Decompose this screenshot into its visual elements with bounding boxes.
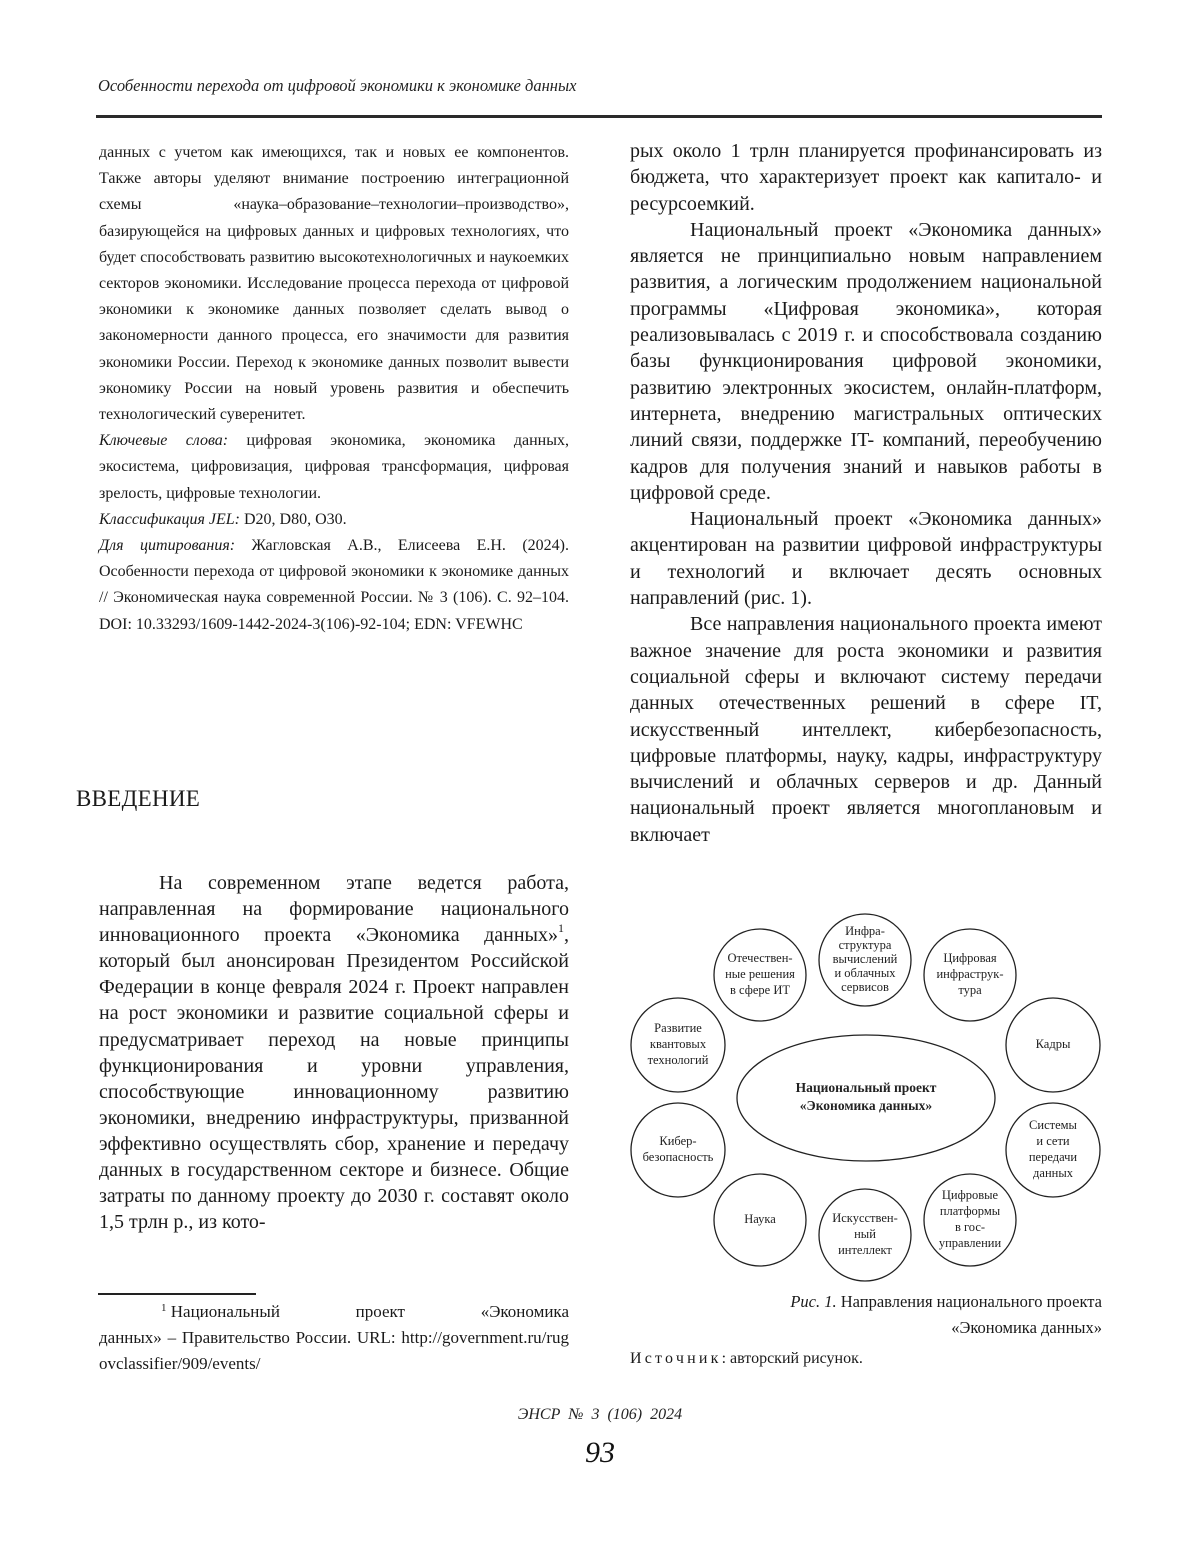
paragraph: рых около 1 трлн планируется профинансировать из бюджета, что характеризует проект как капитало- и ресурсоемкий. (630, 140, 1102, 215)
caption-text: Направления национального проекта (836, 1292, 1102, 1311)
source-text: : авторский рисунок. (721, 1350, 863, 1367)
node-digital-infra (924, 929, 1016, 1021)
jel-label: Классификация JEL: (99, 510, 240, 528)
diagram-label: интеллект (838, 1242, 892, 1257)
caption-line: «Экономика данных» (951, 1318, 1102, 1337)
introduction-text (99, 870, 569, 1235)
diagram-label: платформы (939, 1203, 1001, 1218)
diagram-label: сервисов (841, 979, 889, 994)
diagram-label: данных (1033, 1165, 1073, 1180)
intro-text-part: На современном этапе ведется работа, направленная на формирование национального инновационного проекта «Экономика данных» (99, 872, 569, 947)
page-number: 93 (585, 1436, 615, 1469)
jel-codes: D20, D80, O30. (239, 510, 347, 528)
footnote-word: «Экономика (480, 1302, 569, 1321)
diagram-label: Отечествен- (727, 950, 793, 965)
diagram-label: Цифровые (941, 1187, 999, 1202)
diagram-label: Национальный проект (795, 1080, 937, 1096)
diagram-label: структура (838, 937, 892, 952)
caption-label: Рис. 1. (790, 1292, 837, 1311)
diagram-label: в гос- (954, 1219, 986, 1234)
figure-caption (630, 1289, 1102, 1341)
footnote (99, 1299, 569, 1377)
diagram-label: вычислений (832, 951, 898, 966)
diagram-label: технологий (647, 1052, 709, 1067)
paragraph: Национальный проект «Экономика данных» акцентирован на развитии цифровой инфраструктуры и технологий и включает десять основных направлений (рис. 1). (630, 508, 1102, 610)
keywords (99, 428, 569, 507)
figure-diagram (625, 905, 1115, 1285)
node-quantum (631, 998, 725, 1092)
abstract-block (99, 140, 569, 638)
section-title: ВВЕДЕНИЕ (76, 786, 201, 811)
diagram-label: ный (854, 1226, 876, 1241)
diagram-label: тура (958, 982, 982, 997)
header-rule (96, 115, 1102, 118)
keywords-text: цифровая экономика, экономика данных, экосистема, цифровизация, цифровая трансформация, цифровая зрелость, цифровые технологии. (99, 432, 569, 502)
diagram-label: и сети (1036, 1133, 1070, 1148)
intro-paragraph (99, 870, 569, 1235)
node-ai (819, 1189, 911, 1281)
citation-text: Жагловская А.В., Елисеева Е.Н. (2024). Особенности перехода от цифровой экономики к экономике данных // Экономическая наука современной России. № 3 (106). С. 92–104. DOI: 10.33293/1609-1442-2024-3(106)-92-104; EDN: VFEWHC (99, 537, 569, 633)
abstract-text: данных с учетом как имеющихся, так и новых ее компонентов. Также авторы уделяют внимание построению интеграционной схемы «наука–образование–технологии–производство», базирующейся на цифровых данных и цифровых технологиях, что будет способствовать развитию высокотехнологичных и наукоемких секторов экономики. Исследование процесса перехода от цифровой экономики к экономике данных позволяет сделать вывод о закономерности данного процесса, его значимости для развития экономики России. Переход к экономике данных позволит вывести экономику России на новый уровень развития и обеспечить технологический суверенитет. (99, 144, 569, 424)
diagram-label: Инфра- (845, 923, 885, 938)
citation (99, 533, 569, 638)
footnote-url-text[interactable]: данных» – Правительство России. URL: http://government.ru/rugovclassifier/909/events/ (99, 1328, 569, 1373)
paragraph: Все направления национального проекта имеют важное значение для роста экономики и развития социальной сферы и включают систему передачи данных отечественных решений в сфере IT, искусственный интеллект, кибербезопасность, цифровые платформы, науку, кадры, инфраструктуру вычислений и облачных серверов и др. Данный национальный проект является многоплановым и включает (630, 613, 1102, 846)
node-data-networks (1006, 1103, 1100, 1197)
diagram-label: Наука (744, 1211, 776, 1226)
diagram-label: квантовых (649, 1036, 707, 1051)
footnote-word: Национальный (170, 1302, 280, 1321)
diagram-label: «Экономика данных» (799, 1098, 933, 1114)
diagram-label: в сфере ИТ (730, 982, 790, 997)
paragraph: Национальный проект «Экономика данных» является не принципиально новым направлением развития, а логическим продолжением национальной программы «Цифровая экономика», которая реализовывалась с 2019 г. и способствовала созданию базы функционирования цифровой экономики, развитию электронных экосистем, онлайн-платформ, интернета, внедрению магистральных оптических линий связи, поддержке IT- компаний, переобучению кадров для получения знаний и навыков работы в цифровой среде. (630, 218, 1102, 504)
diagram-label: Цифровая (943, 950, 997, 965)
node-gov-platforms (924, 1174, 1016, 1266)
diagram-svg (625, 905, 1115, 1285)
keywords-label: Ключевые слова: (99, 432, 229, 450)
diagram-label: управлении (938, 1235, 1002, 1250)
running-title: Особенности перехода от цифровой экономики к экономике данных (98, 76, 577, 95)
diagram-label: Кадры (1035, 1036, 1071, 1051)
node-domestic-it (714, 929, 806, 1021)
intro-text-part: , который был анонсирован Президентом Российской Федерации в конце февраля 2024 г. Проект направлен на рост экономики и развитие социальной сферы и предусматривает переход на новые принципы функционирования и уровни управления, способствующие инновационному развитию экономики, внедрению инфраструктуры, призванной эффективно осуществлять сбор, хранение и передачу данных в государственном секторе и бизнесе. Общие затраты по данному проекту до 2030 г. составят около 1,5 трлн р., из кото- (99, 924, 569, 1234)
diagram-label: Развитие (654, 1020, 702, 1035)
figure-source (630, 1350, 863, 1368)
caption-line (630, 1289, 1102, 1315)
diagram-label: передачи (1028, 1149, 1078, 1164)
footnote-ref[interactable]: 1 (558, 921, 564, 936)
node-personnel (1006, 998, 1100, 1092)
diagram-label: Искусствен- (832, 1210, 898, 1225)
diagram-label: инфраструк- (936, 966, 1004, 981)
citation-label: Для цитирования: (99, 537, 236, 555)
jel-classification (99, 507, 569, 533)
node-computing-cloud (819, 914, 911, 1006)
footnote-line (99, 1299, 569, 1325)
diagram-label: безопасность (642, 1149, 714, 1164)
footnote-mark: 1 (161, 1302, 167, 1314)
diagram-label: ные решения (725, 966, 795, 981)
node-cybersecurity (631, 1103, 725, 1197)
journal-footer: ЭНСР № 3 (106) 2024 (517, 1406, 683, 1423)
center-node (737, 1035, 995, 1161)
footnote-word: проект (355, 1302, 405, 1321)
diagram-label: Кибер- (659, 1133, 697, 1148)
footnote-first-word (161, 1299, 280, 1325)
footnote-rule (98, 1293, 256, 1295)
diagram-label: и облачных (834, 965, 896, 980)
right-column (630, 138, 1102, 848)
node-science (714, 1174, 806, 1266)
diagram-label: Системы (1029, 1117, 1077, 1132)
source-label: Источник (630, 1350, 722, 1367)
